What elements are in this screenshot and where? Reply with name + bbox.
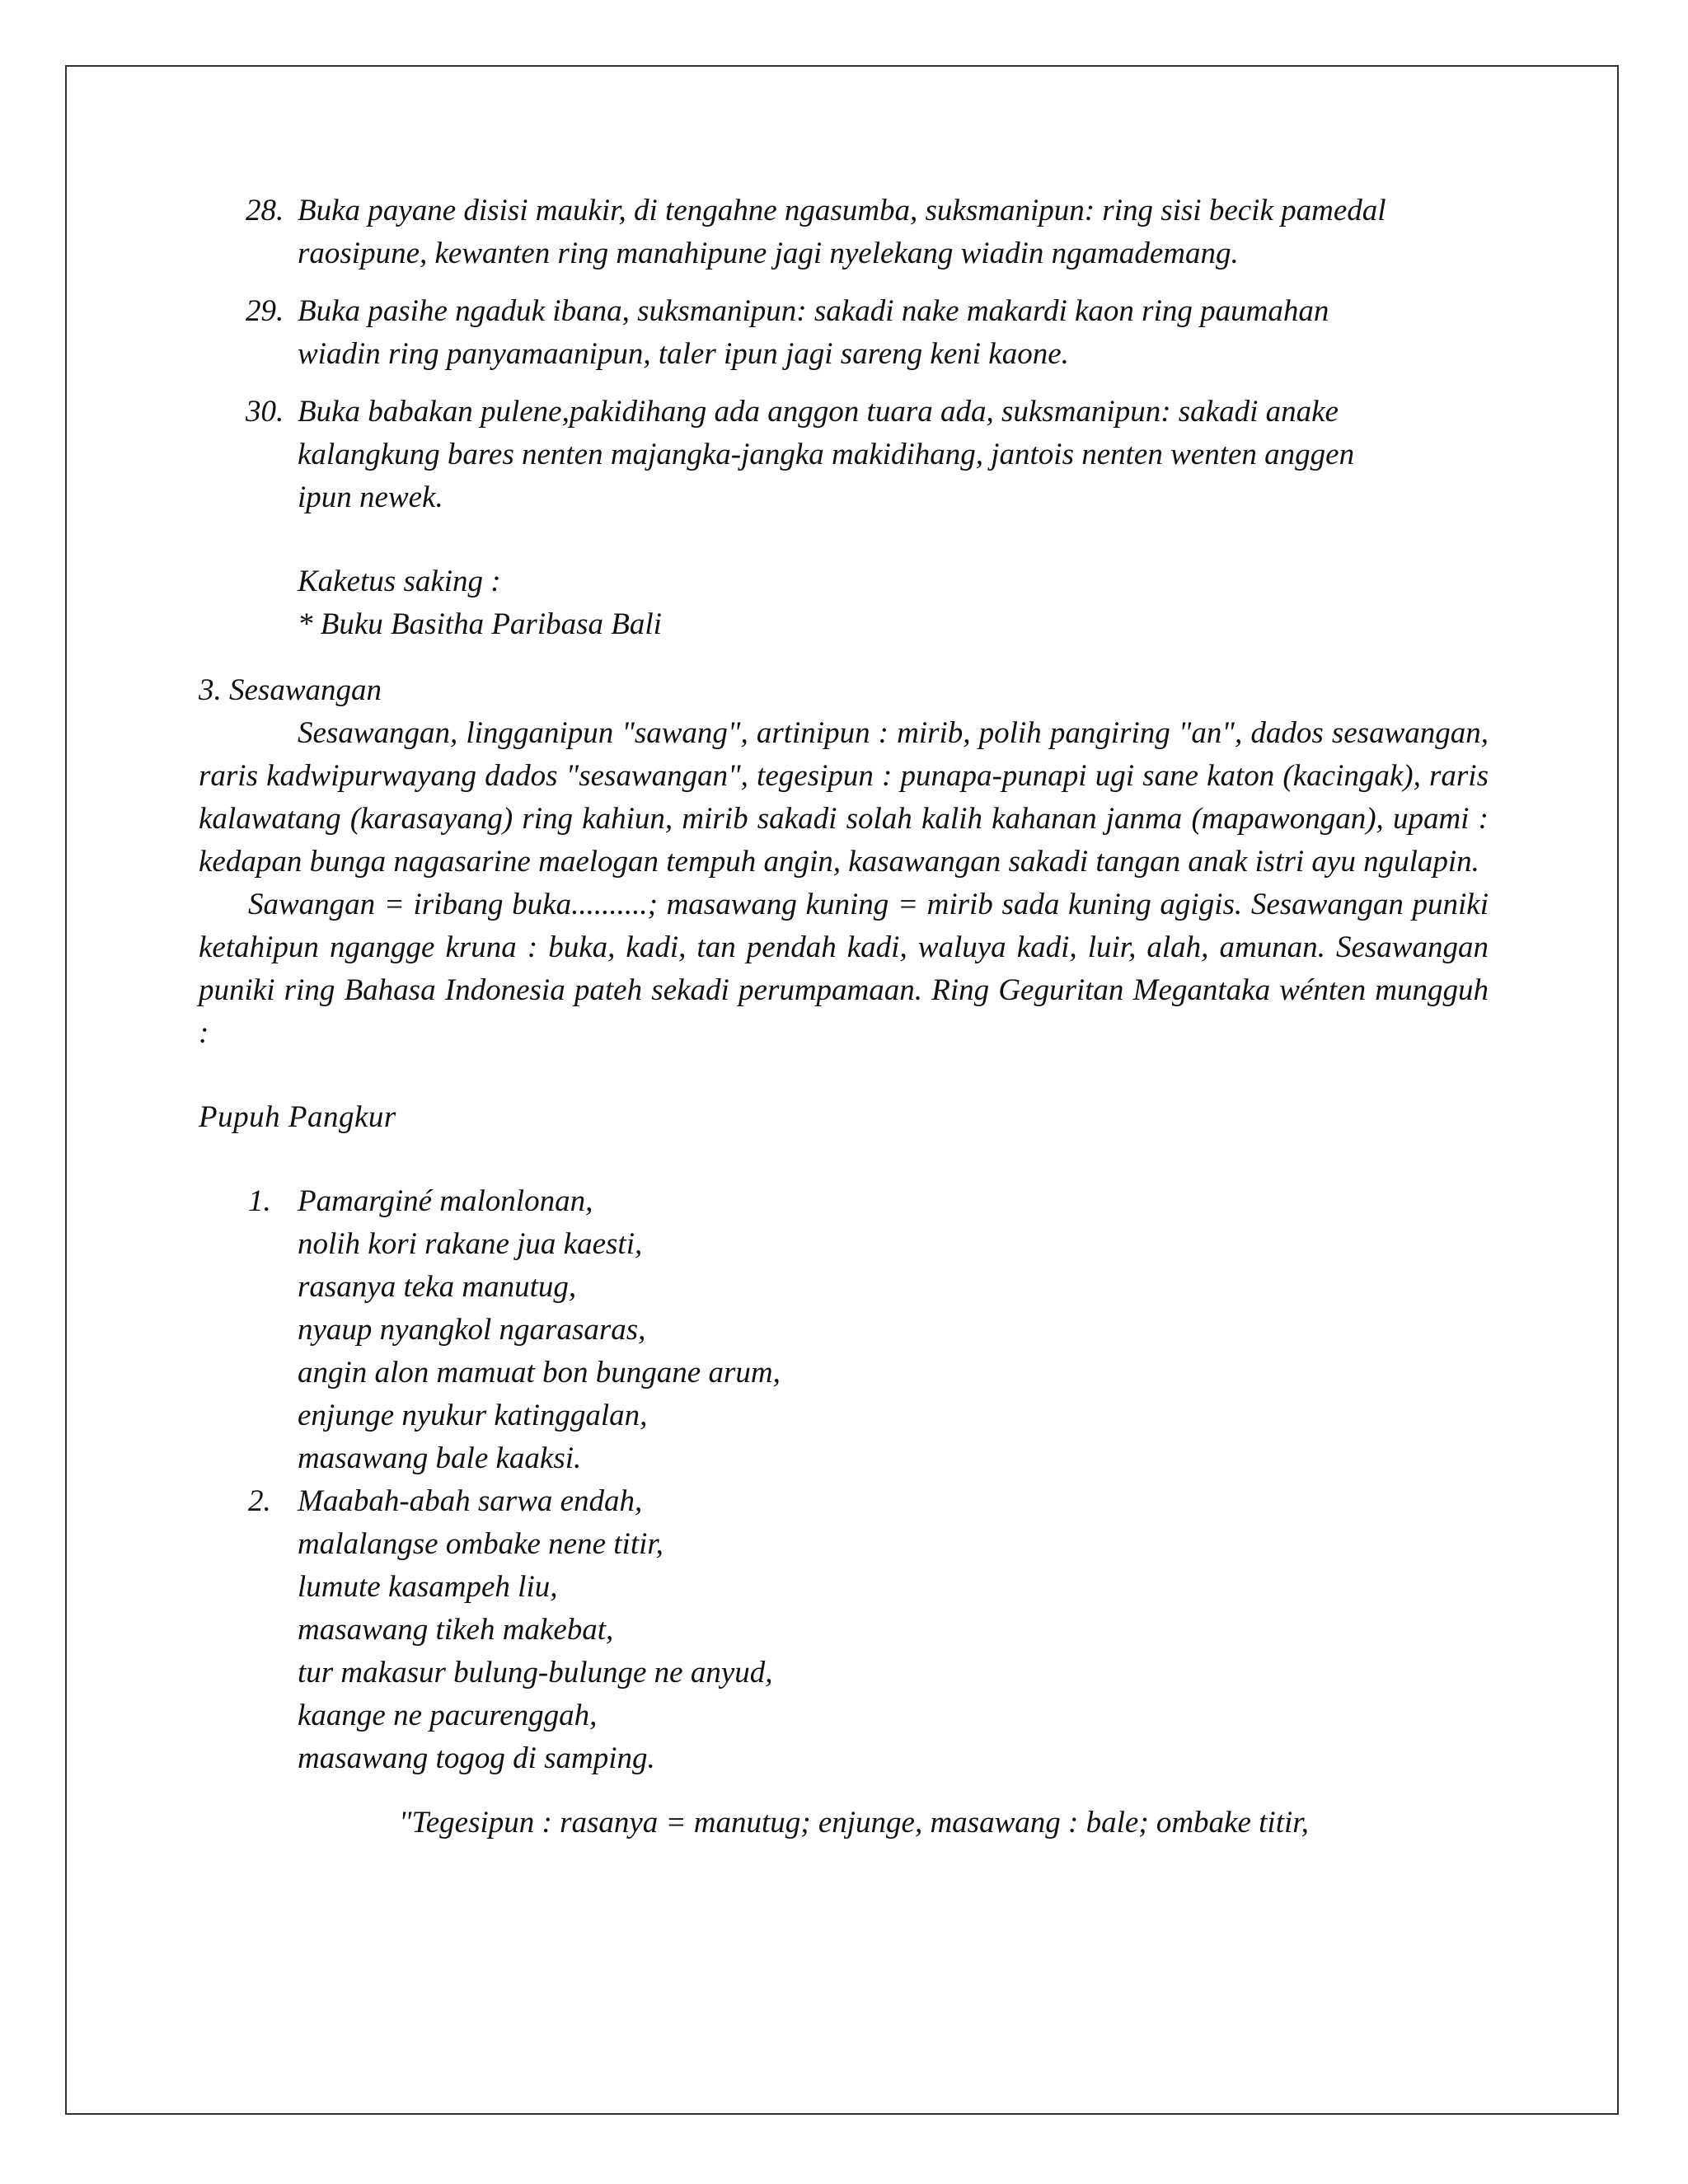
stanza-number: 1. xyxy=(248,1184,271,1218)
list-item-line: ipun newek. xyxy=(298,480,443,514)
stanza-line: nyaup nyangkol ngarasaras, xyxy=(298,1313,646,1347)
stanza-line: malalangse ombake nene titir, xyxy=(298,1527,663,1561)
stanza-line: tur makasur bulung-bulunge ne anyud, xyxy=(298,1656,773,1690)
stanza-line: masawang bale kaaksi. xyxy=(298,1441,582,1475)
stanza-line: enjunge nyukur katinggalan, xyxy=(298,1399,648,1432)
stanza-line: Maabah-abah sarwa endah, xyxy=(298,1484,643,1518)
stanza-line: masawang togog di samping. xyxy=(298,1741,655,1775)
source-citation xyxy=(199,560,1489,646)
document-body xyxy=(199,190,1489,1844)
list-item-line: raosipune, kewanten ring manahipune jagi nyelekang wiadin ngamademang. xyxy=(298,237,1239,270)
list-item-number: 30. xyxy=(246,395,284,429)
list-item-line: wiadin ring panyamaanipun, taler ipun jagi sareng keni kaone. xyxy=(298,337,1069,371)
poem-title: Pupuh Pangkur xyxy=(199,1100,396,1134)
list-item xyxy=(199,190,1489,275)
list-item-number: 28. xyxy=(246,194,284,227)
source-item: * Buku Basitha Paribasa Bali xyxy=(298,607,662,641)
stanza-line: kaange ne pacurenggah, xyxy=(298,1699,598,1732)
poem-stanza xyxy=(199,1480,1489,1780)
list-item-line: Buka babakan pulene,pakidihang ada anggon tuara ada, suksmanipun: sakadi anake xyxy=(298,395,1339,429)
list-item-line: Buka payane disisi maukir, di tengahne ngasumba, suksmanipun: ring sisi becik pamedal xyxy=(298,194,1386,227)
list-item-line: Buka pasihe ngaduk ibana, suksmanipun: sakadi nake makardi kaon ring paumahan xyxy=(298,294,1329,328)
section-paragraph-2: Sawangan = iribang buka..........; masawang kuning = mirib sada kuning agigis. Sesawangan puniki ketahipun ngangge kruna : buka, kadi, tan pendah kadi, waluya kadi, luir, alah, amunan. Sesawangan puniki ring Bahasa Indonesia pateh sekadi perumpamaan. Ring Geguritan Megantaka wénten mungguh : xyxy=(199,888,1489,1050)
stanza-line: nolih kori rakane jua kaesti, xyxy=(298,1227,643,1261)
closing-line: "Tegesipun : rasanya = manutug; enjunge, masawang : bale; ombake titir, xyxy=(399,1806,1309,1840)
section-heading: 3. Sesawangan xyxy=(199,673,382,707)
source-label: Kaketus saking : xyxy=(298,565,501,598)
stanza-line: lumute kasampeh liu, xyxy=(298,1570,558,1604)
stanza-line: Pamarginé malonlonan, xyxy=(298,1184,593,1218)
list-item-number: 29. xyxy=(246,294,284,328)
stanza-line: angin alon mamuat bon bungane arum, xyxy=(298,1356,781,1390)
stanza-number: 2. xyxy=(248,1484,271,1518)
stanza-line: rasanya teka manutug, xyxy=(298,1270,577,1304)
stanza-line: masawang tikeh makebat, xyxy=(298,1613,614,1647)
list-item xyxy=(199,290,1489,376)
list-item xyxy=(199,391,1489,519)
section-paragraph-1: Sesawangan, lingganipun "sawang", artinipun : mirib, polih pangiring "an", dados sesawangan, raris kadwipurwayang dados "sesawangan", tegesipun : punapa-punapi ugi sane katon (kacingak), raris kalawatang (karasayang) ring kahiun, mirib sakadi solah kalih kahanan janma (mapawongan), upami : kedapan bunga nagasarine maelogan tempuh angin, kasawangan sakadi tangan anak istri ayu ngulapin. xyxy=(199,716,1489,879)
poem-stanza xyxy=(199,1180,1489,1480)
list-item-line: kalangkung bares nenten majangka-jangka makidihang, jantois nenten wenten anggen xyxy=(298,438,1355,471)
